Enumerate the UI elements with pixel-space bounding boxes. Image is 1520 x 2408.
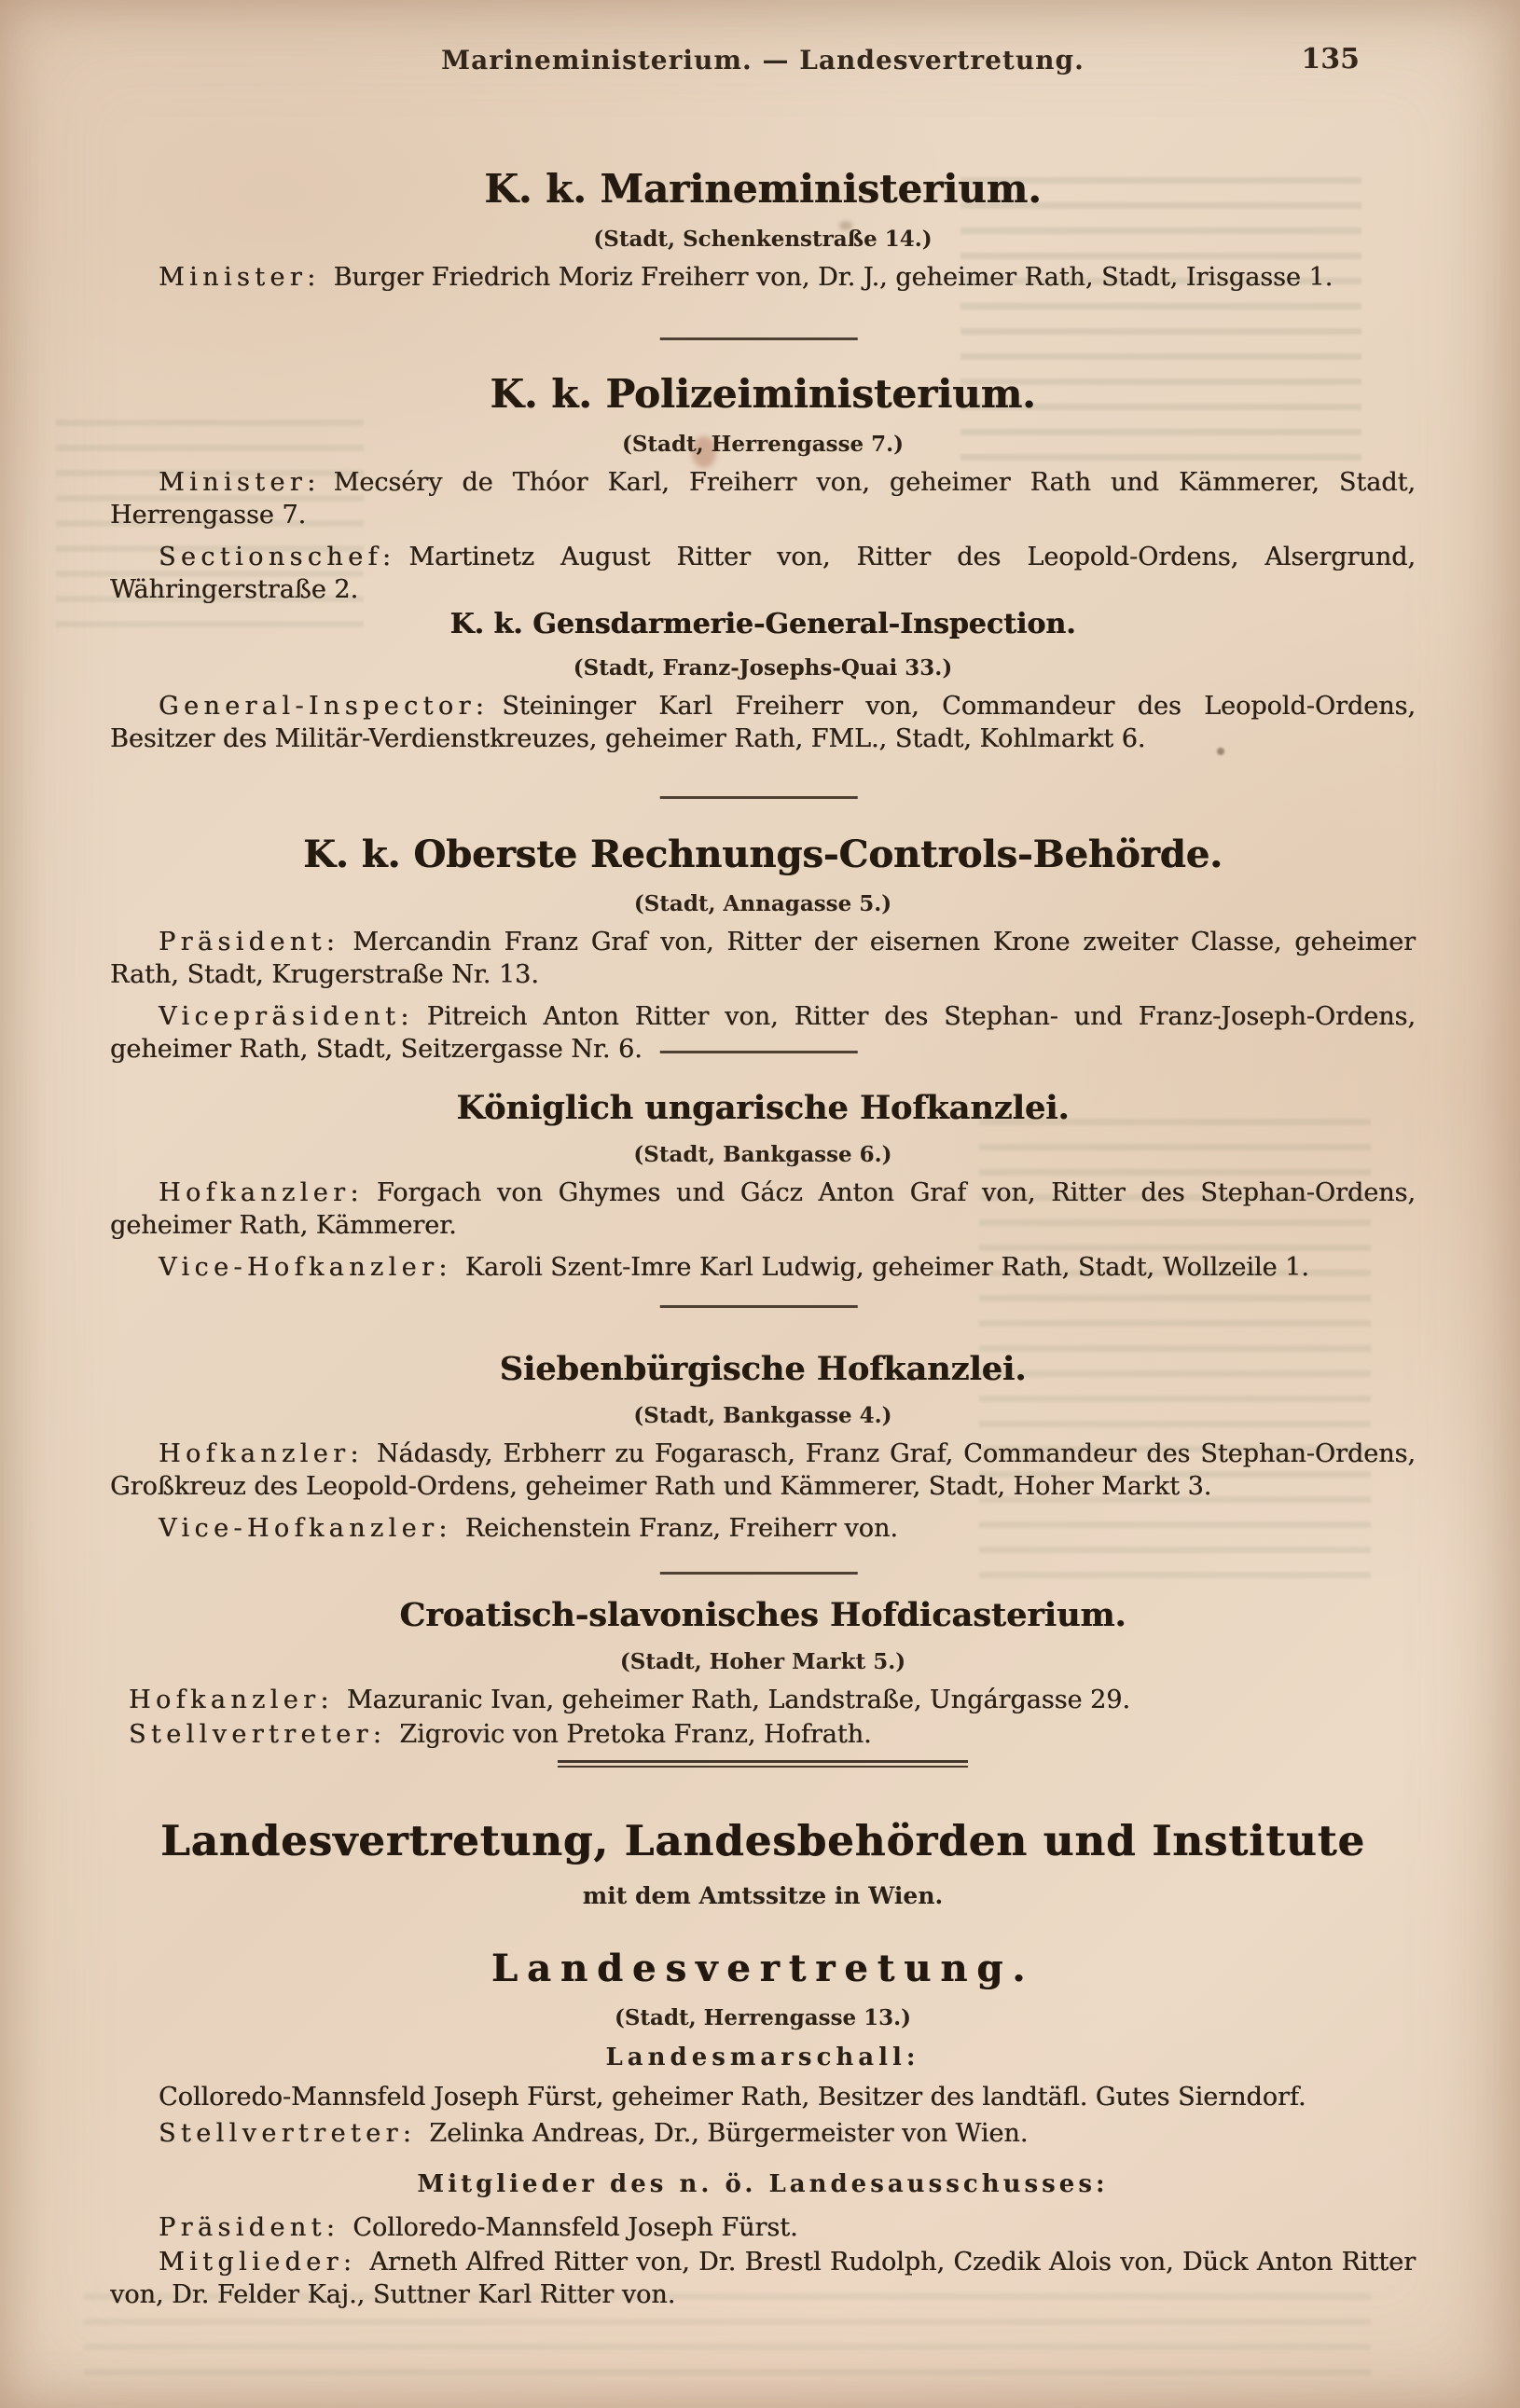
running-header: Marineministerium. — Landesvertretung. <box>441 45 1085 76</box>
section-address: (Stadt, Schenkenstraße 14.) <box>593 227 933 252</box>
office-holder: Pitreich Anton Ritter von, Ritter des Stephan- und Franz-Joseph-Ordens, geheimer Rath, Stadt, Seitzergasse Nr. 6. <box>110 1002 1416 1064</box>
office-holder: Mecséry de Thóor Karl, Freiherr von, geheimer Rath und Kämmerer, Stadt, Herrengasse 7. <box>110 468 1416 530</box>
section-gensdarmerie <box>110 608 1416 755</box>
part-subheading: mit dem Amtssitze in Wien. <box>582 1882 944 1909</box>
entry-paragraph <box>110 1176 1416 1242</box>
section-divider <box>660 1572 858 1575</box>
office-holder: Zigrovic von Pretoka Franz, Hofrath. <box>399 1720 872 1749</box>
office-holder: Martinetz August Ritter von, Ritter des Leopold-Ordens, Alsergrund, Währingerstraße 2. <box>110 543 1416 604</box>
office-label: Mitglieder: <box>159 2248 357 2277</box>
section-divider <box>660 796 858 799</box>
role-heading-landesmarschall: Landesmarschall: <box>605 2043 920 2071</box>
section-divider <box>660 337 858 340</box>
section-address: (Stadt, Herrengasse 7.) <box>621 432 905 457</box>
office-label: Minister: <box>159 468 321 497</box>
section-address: (Stadt, Franz-Josephs-Quai 33.) <box>573 655 953 681</box>
office-label: Stellvertreter: <box>129 1720 387 1749</box>
office-label: Präsident: <box>159 2213 340 2242</box>
section-heading: Croatisch-slavonisches Hofdicasterium. <box>399 1596 1126 1634</box>
part-divider <box>558 1760 968 1768</box>
entry-paragraph <box>110 466 1416 531</box>
office-holder: Colloredo-Mannsfeld Joseph Fürst. <box>352 2213 798 2242</box>
office-holder: Reichenstein Franz, Freiherr von. <box>464 1514 898 1543</box>
office-holder: Mazuranic Ivan, geheimer Rath, Landstraße, Ungárgasse 29. <box>346 1686 1130 1714</box>
entry-paragraph <box>110 2081 1416 2113</box>
section-address: (Stadt, Hoher Markt 5.) <box>619 1649 906 1674</box>
landesvertretung-part <box>110 1816 1416 2311</box>
entry-paragraph <box>110 261 1416 294</box>
section-heading: K. k. Marineministerium. <box>484 166 1042 212</box>
entry-paragraph <box>110 2211 1416 2244</box>
office-holder: Forgach von Ghymes und Gácz Anton Graf von, Ritter des Stephan-Ordens, geheimer Rath, Kämmerer. <box>110 1178 1416 1240</box>
section-divider <box>660 1305 858 1308</box>
office-holder: Zelinka Andreas, Dr., Bürgermeister von Wien. <box>429 2119 1029 2148</box>
page-number: 135 <box>1301 43 1360 76</box>
office-holder: Steininger Karl Freiherr von, Commandeur des Leopold-Ordens, Besitzer des Militär-Verdienstkreuzes, geheimer Rath, FML., Stadt, Kohlmarkt 6. <box>110 692 1416 753</box>
entry-paragraph <box>110 1684 1416 1716</box>
office-label: Hofkanzler: <box>129 1686 334 1714</box>
section-address: (Stadt, Bankgasse 6.) <box>633 1142 892 1167</box>
entry-paragraph <box>110 1438 1416 1503</box>
section-heading-landesvertretung: Landesvertretung. <box>491 1947 1035 1990</box>
entry-paragraph <box>110 690 1416 755</box>
entry-paragraph <box>110 2246 1416 2311</box>
office-label: Vice-Hofkanzler: <box>159 1514 452 1543</box>
office-label: Hofkanzler: <box>159 1178 364 1207</box>
office-holder: Mercandin Franz Graf von, Ritter der eisernen Krone zweiter Classe, geheimer Rath, Stadt, Krugerstraße Nr. 13. <box>110 928 1416 989</box>
section-heading: Siebenbürgische Hofkanzlei. <box>499 1350 1027 1388</box>
entry-paragraph <box>110 926 1416 991</box>
office-label: Hofkanzler: <box>159 1439 364 1468</box>
office-holder: Burger Friedrich Moriz Freiherr von, Dr. J., geheimer Rath, Stadt, Irisgasse 1. <box>333 263 1333 292</box>
section-divider <box>660 1051 858 1053</box>
office-label: General-Inspector: <box>159 692 490 721</box>
office-holder: Karoli Szent-Imre Karl Ludwig, geheimer Rath, Stadt, Wollzeile 1. <box>464 1253 1309 1282</box>
office-label: Vicepräsident: <box>159 1002 414 1031</box>
section-heading: K. k. Polizeiministerium. <box>490 371 1036 417</box>
entry-paragraph <box>110 2117 1416 2150</box>
section-address: (Stadt, Annagasse 5.) <box>633 891 892 916</box>
section-heading: K. k. Oberste Rechnungs-Controls-Behörde. <box>303 832 1223 876</box>
committee-heading: Mitglieder des n. ö. Landesausschusses: <box>417 2170 1109 2198</box>
section-siebenbuergische-hofkanzlei <box>110 1350 1416 1545</box>
section-rechnungs-controls-behoerde <box>110 832 1416 1066</box>
office-label: Vice-Hofkanzler: <box>159 1253 452 1282</box>
office-holder: Arneth Alfred Ritter von, Dr. Brestl Rudolph, Czedik Alois von, Dück Anton Ritter von, Dr. Felder Kaj., Suttner Karl Ritter von. <box>110 2248 1416 2309</box>
section-address: (Stadt, Herrengasse 13.) <box>614 2005 912 2030</box>
entry-paragraph <box>110 1512 1416 1545</box>
entry-paragraph <box>110 1718 1416 1751</box>
office-label: Präsident: <box>159 928 340 956</box>
part-main-heading: Landesvertretung, Landesbehörden und Institute <box>159 1816 1365 1865</box>
office-label: Stellvertreter: <box>159 2119 417 2148</box>
office-holder: Nádasdy, Erbherr zu Fogarasch, Franz Graf, Commandeur des Stephan-Ordens, Großkreuz des Leopold-Ordens, geheimer Rath und Kämmerer, Stadt, Hoher Markt 3. <box>110 1439 1416 1501</box>
entry-paragraph <box>110 1251 1416 1284</box>
section-hofdicasterium <box>110 1596 1416 1751</box>
section-heading: Königlich ungarische Hofkanzlei. <box>456 1089 1070 1127</box>
section-ungarische-hofkanzlei <box>110 1089 1416 1284</box>
office-label: Sectionschef: <box>159 543 396 571</box>
entry-paragraph <box>110 541 1416 606</box>
section-heading: K. k. Gensdarmerie-General-Inspection. <box>449 608 1076 640</box>
section-marineministerium <box>110 166 1416 294</box>
office-label: Minister: <box>159 263 321 292</box>
section-polizeiministerium <box>110 371 1416 606</box>
section-address: (Stadt, Bankgasse 4.) <box>633 1403 892 1428</box>
entry-paragraph <box>110 1000 1416 1066</box>
office-holder: Colloredo-Mannsfeld Joseph Fürst, geheimer Rath, Besitzer des landtäfl. Gutes Sierndorf. <box>159 2083 1306 2112</box>
